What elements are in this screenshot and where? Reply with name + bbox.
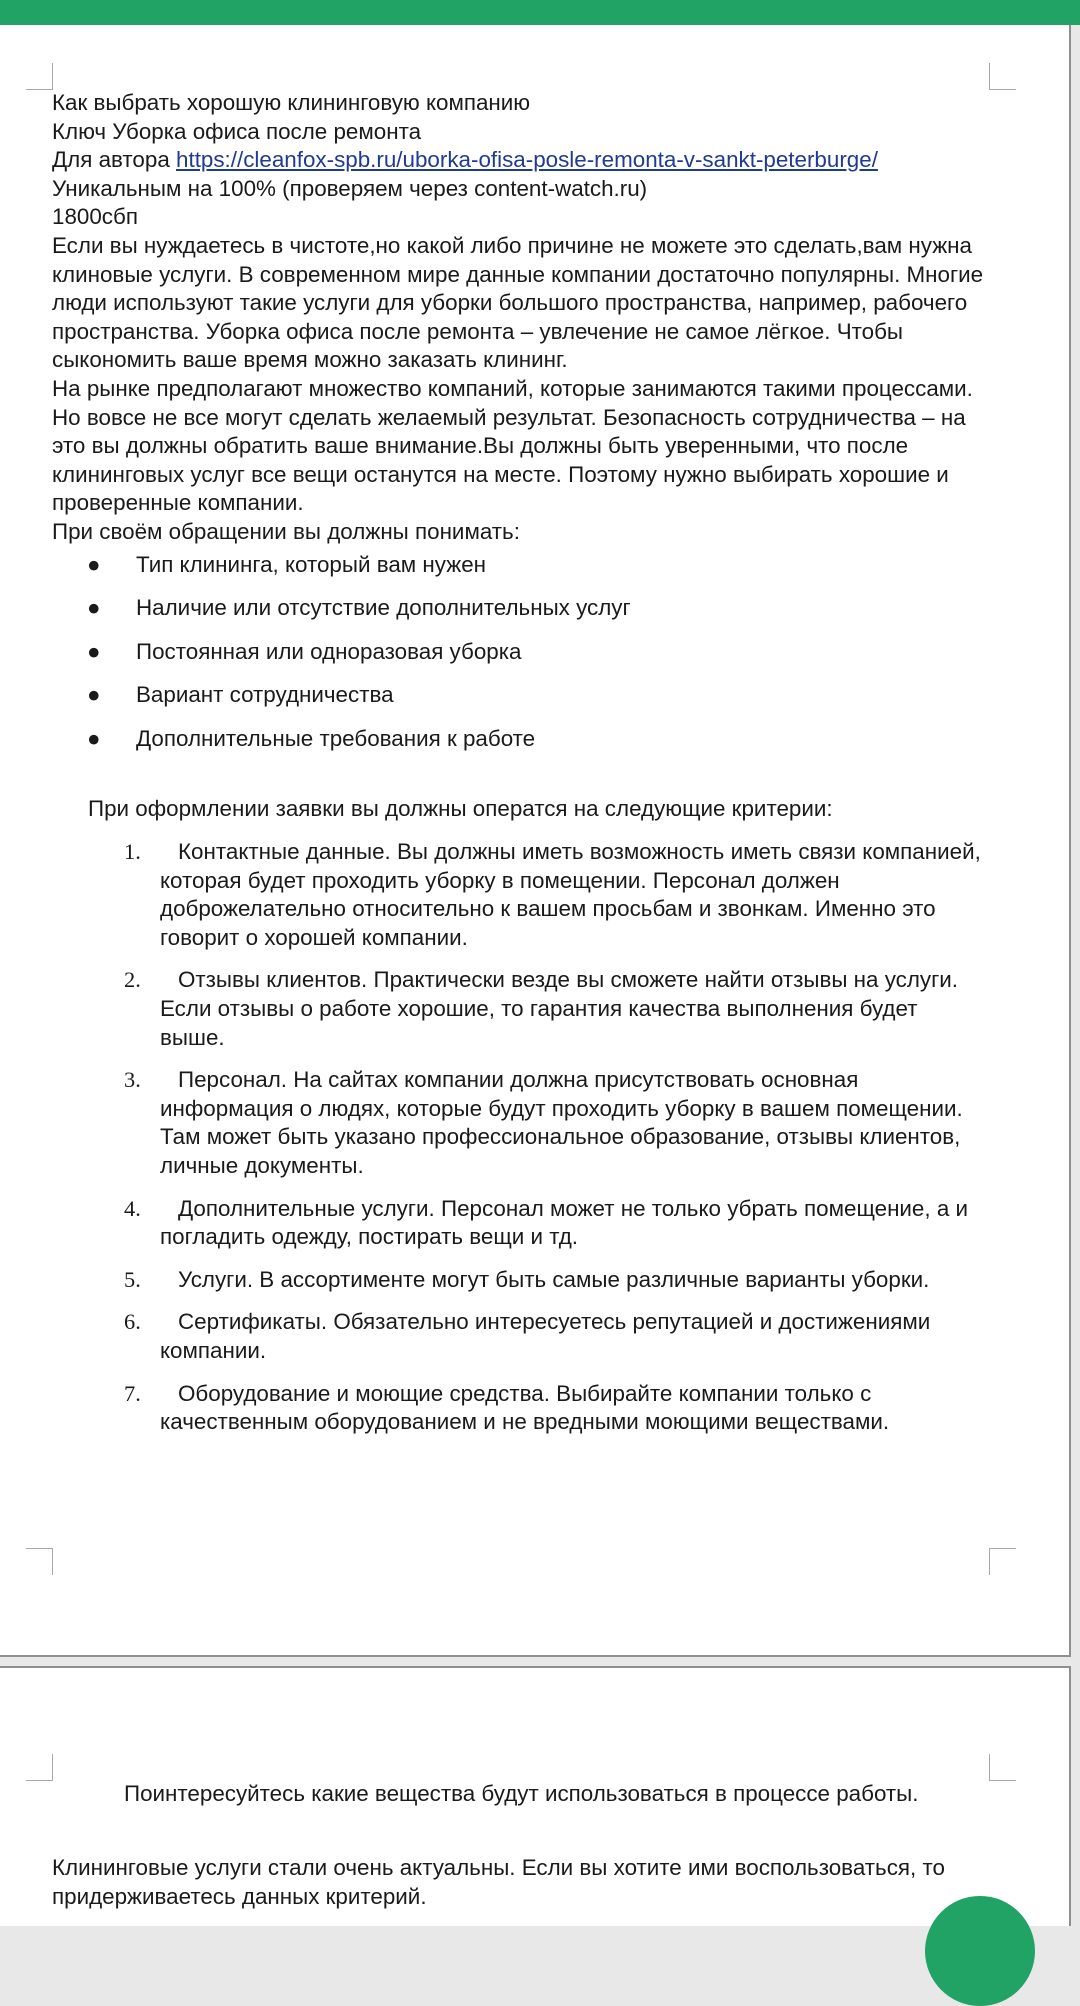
criteria-number: 7.	[124, 1380, 141, 1406]
criteria-number: 1.	[124, 839, 141, 865]
app-top-bar	[0, 0, 1080, 25]
criteria-item	[52, 1195, 987, 1252]
list-item	[52, 681, 987, 710]
bullet-icon: ●	[87, 682, 101, 708]
list-item-text: Постоянная или одноразовая уборка	[136, 638, 522, 664]
criteria-number: 6.	[124, 1309, 141, 1335]
bullet-icon: ●	[87, 551, 101, 577]
criteria-text: Персонал. На сайтах компании должна присутствовать основная информация о людях, которые будут проходить уборку в вашем помещении. Там может быть указано профессиональное образование, отзывы клиентов, личные документы.	[160, 1067, 963, 1178]
doc-uniqueness: Уникальным на 100% (проверяем через content-watch.ru)	[52, 175, 648, 201]
criteria-text: Дополнительные услуги. Персонал может не только убрать помещение, а и погладить одежду, постирать вещи и тд.	[160, 1195, 969, 1250]
criteria-item	[52, 1380, 987, 1437]
doc-keyword: Ключ Уборка офиса после ремонта	[52, 118, 422, 144]
page2-line: Поинтересуйтесь какие вещества будут использоваться в процессе работы.	[124, 1781, 919, 1806]
doc-title: Как выбрать хорошую клининговую компанию	[52, 90, 531, 115]
criteria-number: 5.	[124, 1266, 141, 1292]
criteria-text: Сертификаты. Обязательно интересуетесь репутацией и достижениями компании.	[160, 1309, 931, 1363]
doc-paragraph-2: На рынке предполагают множество компаний, которые занимаются такими процессами. Но вовсе не все могут сделать желаемый результат. Безопасность сотрудничества – на это вы должны обратить ваше внимание.Вы должны быть уверенными, что после клининговых услуг все вещи останутся на месте. Поэтому нужно выбирать хорошие и проверенные компании.	[52, 375, 973, 516]
criteria-item	[52, 966, 987, 1052]
criteria-item	[52, 838, 987, 952]
list-item-text: Наличие или отсутствие дополнительных услуг	[136, 595, 631, 621]
list-item	[52, 725, 987, 754]
list-item	[52, 551, 987, 580]
criteria-list	[52, 838, 987, 1437]
page2-paragraph: Клининговые услуги стали очень актуальны. Если вы хотите ими воспользоваться, то придерживаетесь данных критерий.	[52, 1855, 945, 1909]
list-item-text: Тип клининга, который вам нужен	[136, 551, 487, 577]
criteria-number: 2.	[124, 967, 141, 993]
margin-mark-top-right	[989, 1754, 1016, 1781]
bullet-icon: ●	[87, 638, 101, 664]
document-page-1[interactable]	[0, 25, 1071, 1657]
criteria-text: Оборудование и моющие средства. Выбирайте компании только с качественным оборудованием и не вредными моющими веществами.	[160, 1380, 890, 1435]
author-link[interactable]: https://cleanfox-spb.ru/uborka-ofisa-posle-remonta-v-sankt-peterburge/	[176, 147, 878, 173]
criteria-text: Услуги. В ассортименте могут быть самые различные варианты уборки.	[178, 1266, 930, 1292]
criteria-intro: При оформлении заявки вы должны оператся на следующие критерии:	[88, 796, 833, 822]
margin-mark-top-left	[26, 63, 53, 90]
bullet-list	[52, 551, 987, 754]
margin-mark-bottom-right	[989, 1548, 1016, 1575]
criteria-item	[52, 1266, 987, 1295]
author-label: Для автора	[52, 147, 177, 173]
margin-mark-top-left	[26, 1754, 53, 1781]
floating-action-button[interactable]	[925, 1896, 1035, 2006]
criteria-text: Отзывы клиентов. Практически везде вы сможете найти отзывы на услуги. Если отзывы о работе хорошие, то гарантия качества выполнения будет выше.	[160, 967, 959, 1050]
document-body	[52, 89, 987, 1451]
criteria-text: Контактные данные. Вы должны иметь возможность иметь связи компанией, которая будет проходить уборку в помещении. Персонал должен доброжелательно относительно к вашем просьбам и звонкам. Именно это говорит о хорошей компании.	[160, 839, 981, 950]
list-item-text: Вариант сотрудничества	[136, 682, 394, 708]
document-page-2[interactable]	[0, 1666, 1071, 1926]
list-item-text: Дополнительные требования к работе	[136, 725, 536, 751]
doc-paragraph-1: Если вы нуждаетесь в чистоте,но какой либо причине не можете это сделать,вам нужна клиновые услуги. В современном мире данные компании достаточно популярны. Многие люди используют такие услуги для уборки большого пространства, например, рабочего пространства. Уборка офиса после ремонта – увлечение не самое лёгкое. Чтобы сыкономить ваше время можно заказать клининг.	[52, 232, 984, 373]
doc-author-line	[52, 146, 987, 175]
criteria-item	[52, 1308, 987, 1365]
criteria-number: 3.	[124, 1067, 141, 1093]
criteria-item	[52, 1066, 987, 1180]
criteria-number: 4.	[124, 1195, 141, 1221]
bullet-icon: ●	[87, 725, 101, 751]
doc-price: 1800сбп	[52, 204, 138, 230]
bullets-intro: При своём обращении вы должны понимать:	[52, 518, 520, 544]
list-item	[52, 594, 987, 623]
bullet-icon: ●	[87, 595, 101, 621]
margin-mark-top-right	[989, 63, 1016, 90]
margin-mark-bottom-left	[26, 1548, 53, 1575]
list-item	[52, 638, 987, 667]
